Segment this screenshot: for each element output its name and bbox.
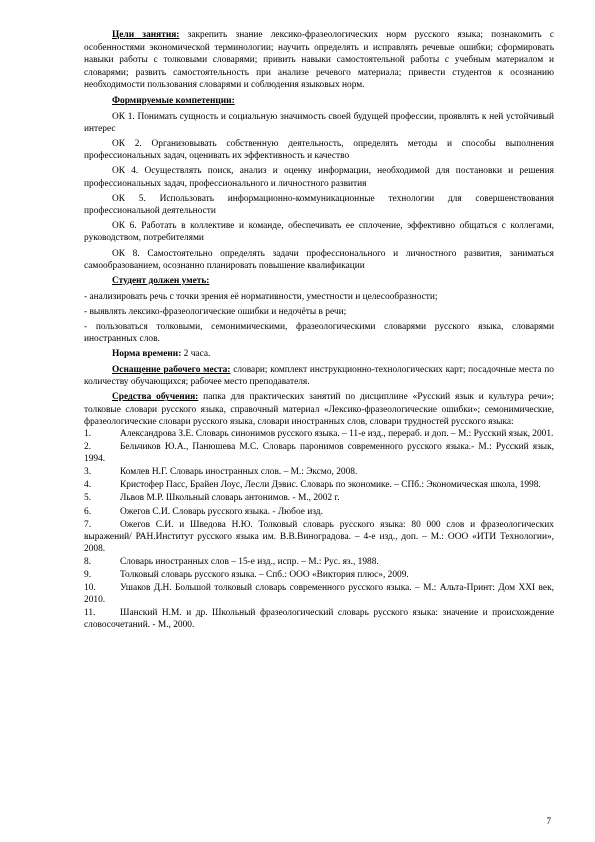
reference-number: 3. xyxy=(84,467,92,478)
reference-number: 1. xyxy=(84,429,92,440)
reference-item xyxy=(84,569,554,581)
reference-item xyxy=(84,492,554,504)
skill-item: - анализировать речь с точки зрения её нормативности, уместности и целесообразности; xyxy=(84,291,438,302)
equipment-title: Оснащение рабочего места: xyxy=(112,365,231,375)
reference-item xyxy=(84,607,554,631)
goals-paragraph xyxy=(84,29,554,92)
reference-text: Словарь иностранных слов – 15-е изд., испр. – М.: Рус. яз., 1988. xyxy=(120,556,379,567)
skill-item: - выявлять лексико-фразеологические ошибки и недочёты в речи; xyxy=(84,306,347,317)
competency-ok2: ОК 2. Организовывать собственную деятельность, определять методы и способы выполнения профессиональных задач, оценивать их эффективность и качество xyxy=(84,138,554,162)
reference-list xyxy=(84,428,554,632)
reference-item xyxy=(84,519,554,555)
reference-number: 10. xyxy=(84,583,96,594)
reference-number: 8. xyxy=(84,556,92,567)
time-norm-text: 2 часа. xyxy=(181,349,211,360)
competency-ok8: ОК 8. Самостоятельно определять задачи профессионального и личностного развития, заниматься самообразованием, осознанно планировать повышение квалификации xyxy=(84,248,554,271)
equipment-paragraph xyxy=(84,364,554,388)
time-norm-paragraph xyxy=(84,348,554,361)
competencies-heading xyxy=(84,95,554,108)
reference-number: 2. xyxy=(84,442,92,453)
reference-text: Толковый словарь русского языка. – Спб.: ООО «Виктория плюс», 2009. xyxy=(120,570,409,581)
goals-title: Цели занятия: xyxy=(112,30,180,40)
competencies-title: Формируемые компетенции: xyxy=(112,95,235,106)
reference-text: Ушаков Д.Н. Большой толковый словарь современного русского языка. – М.: Альта-Принт: Дом XXI век, 2010. xyxy=(84,583,554,606)
goals-text: закрепить знание лексико-фразеологических норм русского языка; познакомить с особенностями экономической терминологии; научить определять и исправлять речевые ошибки; сформировать навыки работы с толковыми словарями; привить навыки самостоятельной работы с учебным материалом и словарями; развить самостоятельность при анализе речевого материала; привести студентов к осознанию необходимости пользования словарями и соблюдения языковых норм. xyxy=(84,30,554,91)
reference-item xyxy=(84,479,554,491)
skill-item: - пользоваться толковыми, семонимическими, фразеологическими словарями русского языка, словарями иностранных слов. xyxy=(84,322,554,345)
means-text: папка для практических занятий по дисциплине «Русский язык и культура речи»; толковые словари русского языка, справочный материал «Лексико-фразеологические ошибки»; семонимические, фразеологические словари русского языка, словари иностранных слов, словари трудностей русского языка: xyxy=(84,392,554,427)
reference-number: 7. xyxy=(84,519,92,530)
reference-item xyxy=(84,466,554,478)
reference-number: 5. xyxy=(84,493,92,504)
document-body xyxy=(84,29,554,633)
means-paragraph xyxy=(84,391,554,428)
page-number: 7 xyxy=(546,816,551,826)
reference-text: Ожегов С.И. и Шведова Н.Ю. Толковый словарь русского языка: 80 000 слов и фразеологических выражений/ РАН.Институт русского языка им. В.В.Виноградова. – 4-е изд., доп. – М.: ООО «ИТИ Технологии», 2008. xyxy=(84,519,554,554)
reference-text: Александрова З.Е. Словарь синонимов русского языка. – 11-е изд., перераб. и доп. – М.: Русский язык, 2001. xyxy=(120,429,554,440)
reference-item xyxy=(84,582,554,606)
equipment-text: словари; комплект инструкционно-технологических карт; посадочные места по количеству обучающихся; рабочее место преподавателя. xyxy=(84,365,554,388)
competency-ok1: ОК 1. Понимать сущность и социальную значимость своей будущей профессии, проявлять к ней устойчивый интерес xyxy=(84,111,554,134)
competency-ok4: ОК 4. Осуществлять поиск, анализ и оценку информации, необходимой для постановки и решения профессиональных задач, профессионального и личностного развития xyxy=(84,166,554,189)
reference-item xyxy=(84,441,554,465)
reference-text: Шанский Н.М. и др. Школьный фразеологический словарь русского языка: значение и происхождение словосочетаний. - М., 2000. xyxy=(84,608,554,631)
time-norm-title: Норма времени: xyxy=(112,349,182,360)
reference-text: Львов М.Р. Школьный словарь антонимов. - М., 2002 г. xyxy=(120,493,340,504)
reference-item xyxy=(84,506,554,518)
competency-ok6: ОК 6. Работать в коллективе и команде, обеспечивать ее сплочение, эффективно общаться с коллегами, руководством, потребителями xyxy=(84,221,554,244)
reference-number: 4. xyxy=(84,480,92,491)
skills-heading xyxy=(84,275,554,288)
reference-number: 11. xyxy=(84,608,96,619)
reference-number: 6. xyxy=(84,506,92,517)
reference-text: Кристофер Пасс, Брайен Лоус, Лесли Дэвис. Словарь по экономике. – СПб.: Экономическая школа, 1998. xyxy=(120,480,541,491)
means-title: Средства обучения: xyxy=(112,392,199,403)
reference-item xyxy=(84,428,554,440)
reference-number: 9. xyxy=(84,570,92,581)
reference-text: Комлев Н.Г. Словарь иностранных слов. – М.: Эксмо, 2008. xyxy=(120,467,358,478)
reference-text: Бельчиков Ю.А., Панюшева М.С. Словарь паронимов современного русского языка.- М.: Русский язык, 1994. xyxy=(84,442,554,465)
competency-ok5: ОК 5. Использовать информационно-коммуникационные технологии для совершенствования профессиональной деятельности xyxy=(84,193,554,216)
skills-title: Студент должен уметь: xyxy=(112,276,210,286)
reference-item xyxy=(84,556,554,568)
reference-text: Ожегов С.И. Словарь русского языка. - Любое изд. xyxy=(120,506,323,517)
